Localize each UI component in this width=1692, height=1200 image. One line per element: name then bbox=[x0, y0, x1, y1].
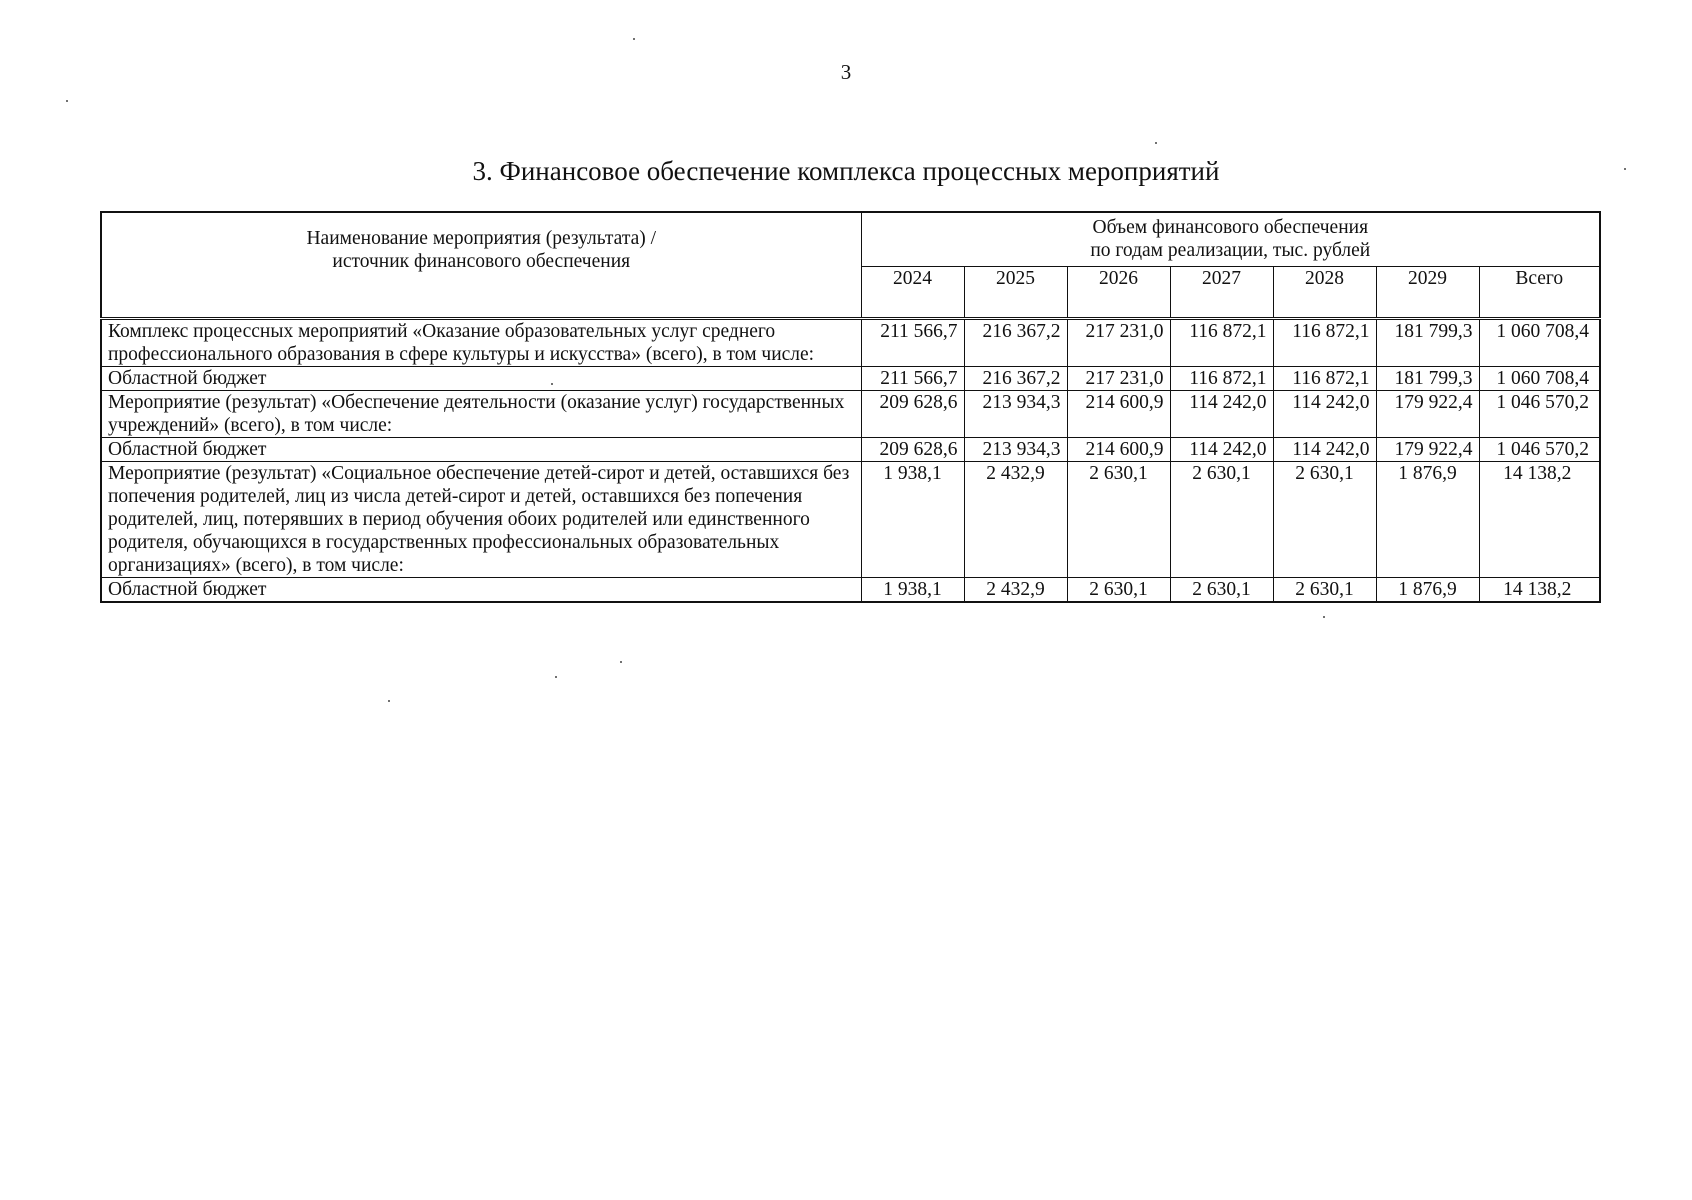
header-year-2028: 2028 bbox=[1273, 267, 1376, 319]
row-name: Мероприятие (результат) «Обеспечение деятельности (оказание услуг) государственных учреждений» (всего), в том числе: bbox=[101, 391, 861, 438]
value-cell: 114 242,0 bbox=[1170, 391, 1273, 438]
value-cell: 209 628,6 bbox=[861, 391, 964, 438]
header-year-2027: 2027 bbox=[1170, 267, 1273, 319]
header-name-line: Наименование мероприятия (результата) / bbox=[306, 228, 657, 249]
row-name: Комплекс процессных мероприятий «Оказание образовательных услуг среднего профессионального образования в сфере культуры и искусства» (всего), в том числе: bbox=[101, 319, 861, 367]
header-total: Всего bbox=[1479, 267, 1600, 319]
value-cell: 114 242,0 bbox=[1273, 391, 1376, 438]
section-title: 3. Финансовое обеспечение комплекса процессных мероприятий bbox=[472, 156, 1220, 186]
header-volume-cell bbox=[861, 212, 1600, 267]
total-cell: 1 046 570,2 bbox=[1479, 438, 1600, 462]
value-cell: 217 231,0 bbox=[1067, 367, 1170, 391]
row-name: Областной бюджет bbox=[101, 578, 861, 603]
value-cell: 2 630,1 bbox=[1170, 462, 1273, 578]
total-cell: 1 060 708,4 bbox=[1479, 319, 1600, 367]
value-cell: 209 628,6 bbox=[861, 438, 964, 462]
value-cell: 1 876,9 bbox=[1376, 578, 1479, 603]
table-row bbox=[101, 367, 1600, 391]
value-cell: 116 872,1 bbox=[1170, 319, 1273, 367]
value-cell: 216 367,2 bbox=[964, 319, 1067, 367]
value-cell: 1 876,9 bbox=[1376, 462, 1479, 578]
header-name-cell bbox=[101, 212, 861, 319]
header-year-2025: 2025 bbox=[964, 267, 1067, 319]
value-cell: 2 630,1 bbox=[1273, 578, 1376, 603]
financing-table bbox=[100, 211, 1601, 603]
total-cell: 1 046 570,2 bbox=[1479, 391, 1600, 438]
value-cell: 179 922,4 bbox=[1376, 438, 1479, 462]
scan-speck bbox=[620, 661, 622, 663]
header-volume-line: по годам реализации, тыс. рублей bbox=[1090, 240, 1371, 261]
total-cell: 14 138,2 bbox=[1479, 462, 1600, 578]
value-cell: 181 799,3 bbox=[1376, 319, 1479, 367]
value-cell: 211 566,7 bbox=[861, 367, 964, 391]
value-cell: 214 600,9 bbox=[1067, 438, 1170, 462]
scan-speck bbox=[1155, 142, 1157, 144]
value-cell: 214 600,9 bbox=[1067, 391, 1170, 438]
value-cell: 116 872,1 bbox=[1273, 367, 1376, 391]
value-cell: 181 799,3 bbox=[1376, 367, 1479, 391]
value-cell: 216 367,2 bbox=[964, 367, 1067, 391]
table-body bbox=[101, 319, 1600, 603]
value-cell: 2 630,1 bbox=[1273, 462, 1376, 578]
table-row bbox=[101, 578, 1600, 603]
header-year-2029: 2029 bbox=[1376, 267, 1479, 319]
scan-speck bbox=[555, 676, 557, 678]
value-cell: 114 242,0 bbox=[1170, 438, 1273, 462]
value-cell: 211 566,7 bbox=[861, 319, 964, 367]
value-cell: 2 630,1 bbox=[1067, 578, 1170, 603]
value-cell: 217 231,0 bbox=[1067, 319, 1170, 367]
value-cell: 2 432,9 bbox=[964, 578, 1067, 603]
scan-speck bbox=[66, 100, 68, 102]
page-number: 3 bbox=[840, 60, 852, 84]
scan-speck bbox=[388, 700, 390, 702]
header-year-2026: 2026 bbox=[1067, 267, 1170, 319]
value-cell: 179 922,4 bbox=[1376, 391, 1479, 438]
value-cell: 116 872,1 bbox=[1170, 367, 1273, 391]
value-cell: 1 938,1 bbox=[861, 462, 964, 578]
header-volume-line: Объем финансового обеспечения bbox=[1092, 217, 1369, 238]
value-cell: 2 630,1 bbox=[1067, 462, 1170, 578]
scan-speck bbox=[1624, 168, 1626, 170]
row-name: Областной бюджет bbox=[101, 438, 861, 462]
table-row bbox=[101, 319, 1600, 367]
header-name-line: источник финансового обеспечения bbox=[332, 251, 631, 272]
value-cell: 114 242,0 bbox=[1273, 438, 1376, 462]
header-year-2024: 2024 bbox=[861, 267, 964, 319]
scan-speck bbox=[633, 38, 635, 40]
value-cell: 2 630,1 bbox=[1170, 578, 1273, 603]
value-cell: 1 938,1 bbox=[861, 578, 964, 603]
total-cell: 14 138,2 bbox=[1479, 578, 1600, 603]
scan-speck bbox=[1323, 616, 1325, 618]
row-name: Областной бюджет bbox=[101, 367, 861, 391]
value-cell: 116 872,1 bbox=[1273, 319, 1376, 367]
value-cell: 213 934,3 bbox=[964, 438, 1067, 462]
value-cell: 2 432,9 bbox=[964, 462, 1067, 578]
total-cell: 1 060 708,4 bbox=[1479, 367, 1600, 391]
table-row bbox=[101, 391, 1600, 438]
table-header bbox=[101, 212, 1600, 319]
table-row bbox=[101, 462, 1600, 578]
row-name: Мероприятие (результат) «Социальное обеспечение детей-сирот и детей, оставшихся без попечения родителей, лиц из числа детей-сирот и детей, оставшихся без попечения родителей, лиц, потерявших в период обучения обоих родителей или единственного родителя, обучающихся в государственных профессиональных образовательных организациях» (всего), в том числе: bbox=[101, 462, 861, 578]
table-row bbox=[101, 438, 1600, 462]
value-cell: 213 934,3 bbox=[964, 391, 1067, 438]
